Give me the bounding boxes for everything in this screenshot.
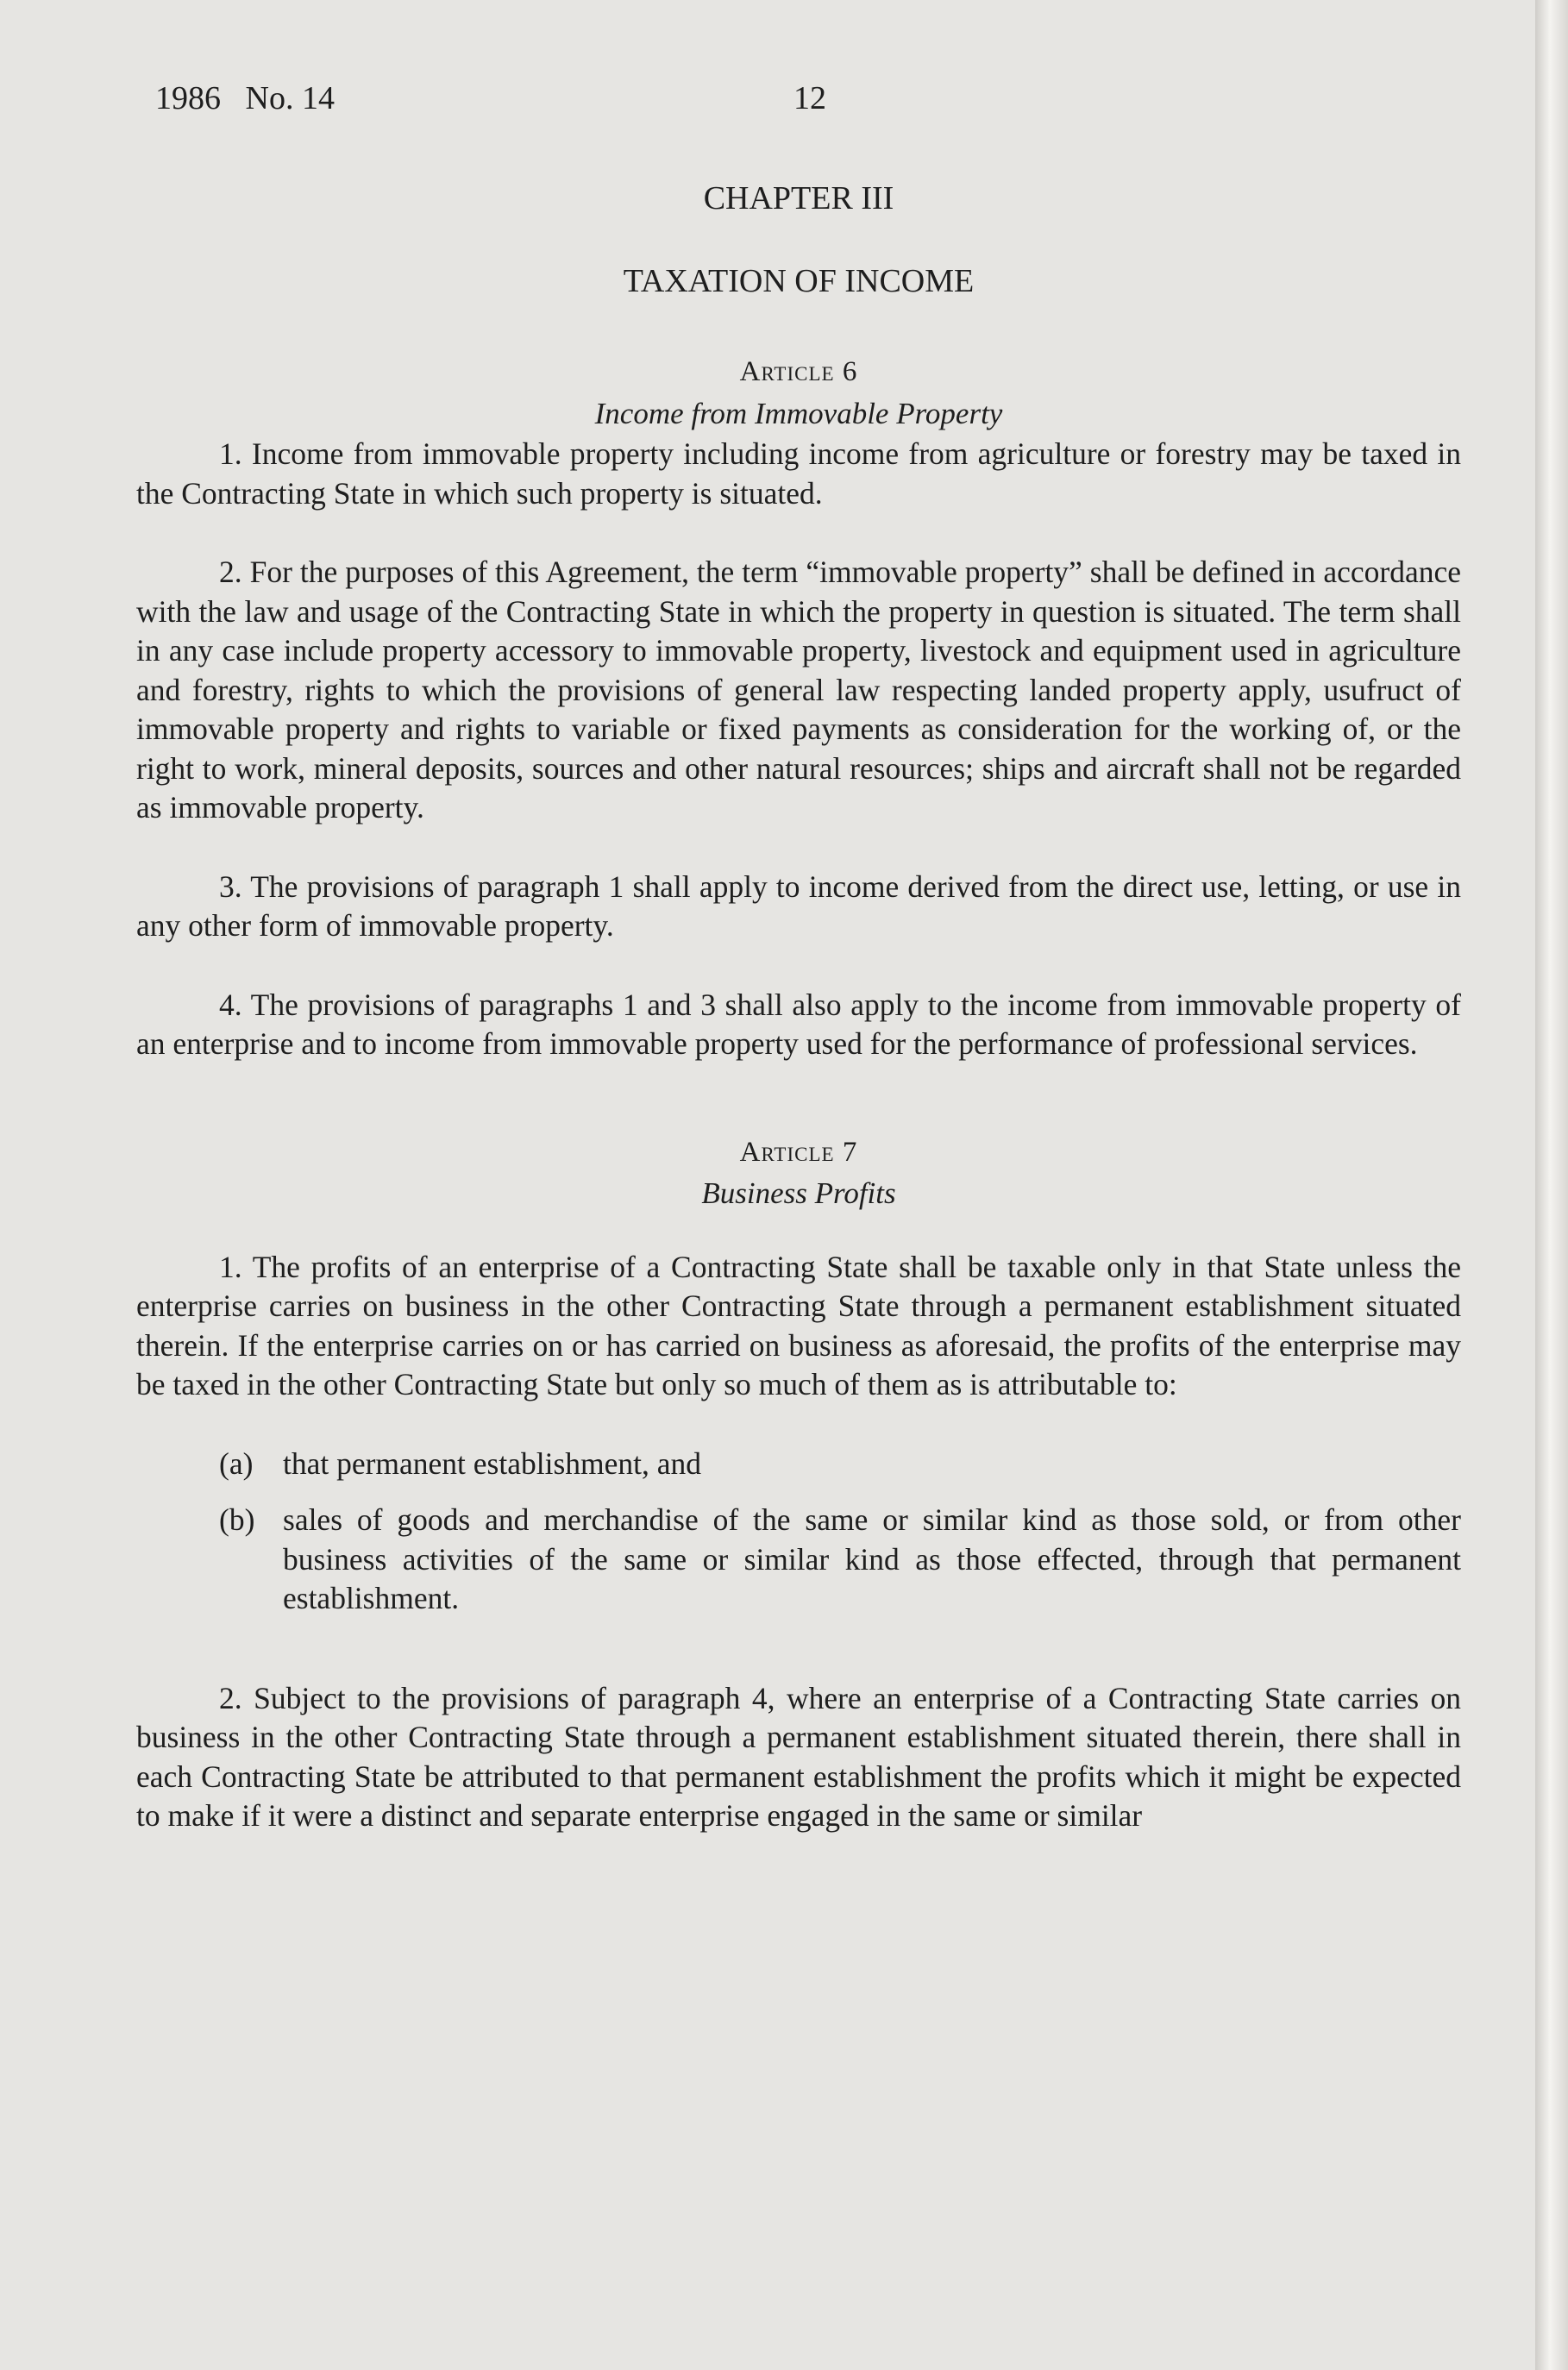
article-6-label: Article 6	[739, 356, 858, 387]
chapter-title: CHAPTER III	[703, 180, 894, 216]
article-7-label: Article 7	[739, 1136, 858, 1168]
chapter-subtitle: TAXATION OF INCOME	[623, 262, 975, 299]
article-7-paragraph-1: 1. The profits of an enterprise of a Contracting State shall be taxable only in that State unless the enterprise carries on business in the other Contracting State through a permanent establishment situated therein. If the enterprise carries on or has carried on business as aforesaid, the profits of the enterprise may be taxed in the other Contracting State but only so much of them as is attributable to:	[136, 1249, 1461, 1401]
article-6-title: Income from Immovable Property	[594, 396, 1003, 430]
item-marker: (b)	[219, 1502, 255, 1537]
document-body	[136, 179, 1461, 1836]
article-7-title: Business Profits	[701, 1176, 896, 1210]
item-text: that permanent establishment, and	[283, 1445, 702, 1481]
article-6-paragraph-3: 3. The provisions of paragraph 1 shall apply to income derived from the direct use, letting, or use in any other form of immovable property.	[136, 868, 1461, 943]
article-7-item-b	[136, 1501, 1461, 1619]
page-number: 12	[793, 80, 826, 116]
item-text: sales of goods and merchandise of the same or similar kind as those sold, or from other business activities of the same or similar kind as those effected, through that permanent establishment.	[283, 1502, 1461, 1615]
article-6-paragraph-2: 2. For the purposes of this Agreement, the term “immovable property” shall be defined in accordance with the law and usage of the Contracting State in which the property in question is situated. The term shall in any case include property accessory to immovable property, livestock and equipment used in agriculture and forestry, rights to which the provisions of general law respecting landed property apply, usufruct of immovable property and rights to variable or fixed payments as consideration for the working of, or the right to work, mineral deposits, sources and other natural resources; ships and aircraft shall not be regarded as immovable property.	[136, 555, 1461, 824]
article-7-paragraph-2: 2. Subject to the provisions of paragraph 4, where an enterprise of a Contracting State carries on business in the other Contracting State through a permanent establishment situated therein, there shall in each Contracting State be attributed to that permanent establishment the profits which it might be expected to make if it were a distinct and separate enterprise engaged in the same or similar	[136, 1680, 1461, 1833]
article-6-paragraph-1: 1. Income from immovable property including income from agriculture or forestry may be taxed in the Contracting State in which such property is situated.	[136, 436, 1461, 511]
act-reference: 1986 No. 14	[155, 80, 335, 116]
article-7-item-a	[136, 1445, 1461, 1484]
article-6-paragraph-4: 4. The provisions of paragraphs 1 and 3 shall also apply to the income from immovable property of an enterprise and to income from immovable property used for the performance of professional services.	[136, 987, 1461, 1061]
running-head	[155, 79, 826, 117]
page-edge	[1535, 0, 1568, 2370]
item-marker: (a)	[219, 1445, 254, 1481]
